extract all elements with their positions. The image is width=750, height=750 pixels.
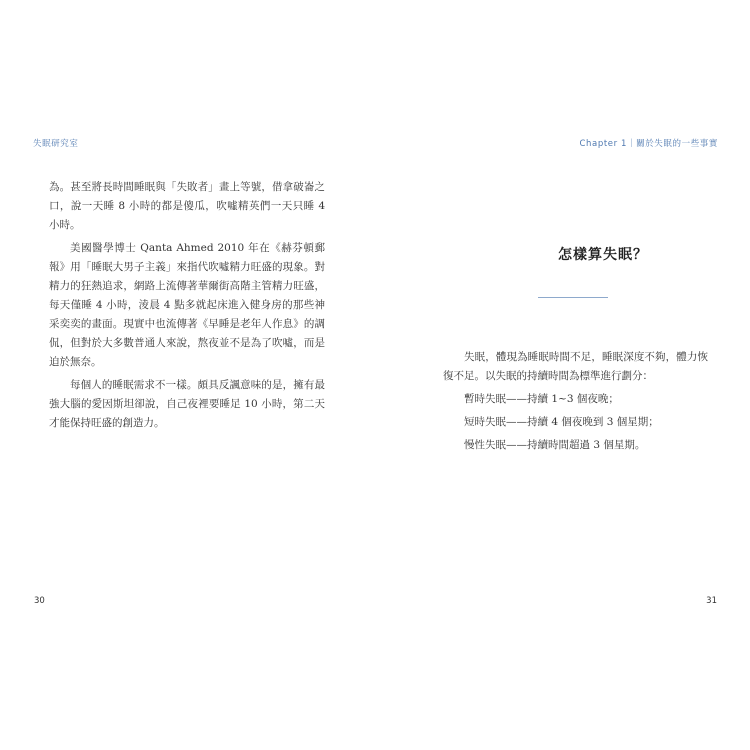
right-page-body xyxy=(443,348,708,459)
heading-underline xyxy=(538,297,608,298)
page-number-right: 31 xyxy=(706,596,717,606)
list-item-chronic: 慢性失眠——持續時間超過 3 個星期。 xyxy=(464,439,646,451)
paragraph-2: 美國醫學博士 Qanta Ahmed 2010 年在《赫芬頓郵報》用「睡眠大男子主義」來指代吹噓精力旺盛的現象。對精力的狂熱追求，網路上流傳著華爾街高階主管精力旺盛，每天僅睡 4 小時，淩晨 4 點多就起床進入健身房的那些神采奕奕的畫面。現實中也流傳著《早睡是老年人作息》的調侃，但對於大多數普通人來說，熬夜並不是為了吹噓，而是迫於無奈。 xyxy=(49,242,325,368)
left-page-body xyxy=(49,178,325,437)
running-head-right: Chapter 1｜關於失眠的一些事實 xyxy=(579,139,718,149)
section-heading: 怎樣算失眠？ xyxy=(558,247,648,263)
page-number-left: 30 xyxy=(34,596,45,606)
paragraph-3: 每個人的睡眠需求不一樣。頗具反諷意味的是，擁有最強大腦的愛因斯坦卻說，自己夜裡要睡足 10 小時，第二天才能保持旺盛的創造力。 xyxy=(49,379,325,429)
list-item-short-term: 短時失眠——持續 4 個夜晚到 3 個星期； xyxy=(464,416,659,428)
running-head-left: 失眠研究室 xyxy=(33,139,79,149)
paragraph-1: 為。甚至將長時間睡眠與「失敗者」畫上等號，借拿破崙之口，說一天睡 8 小時的都是傻瓜，吹噓精英們一天只睡 4 小時。 xyxy=(49,181,325,231)
intro-paragraph: 失眠，體現為睡眠時間不足，睡眠深度不夠，體力恢復不足。以失眠的持續時間為標準進行劃分： xyxy=(443,351,708,382)
right-page xyxy=(375,0,750,750)
list-item-transient: 暫時失眠——持續 1~3 個夜晚； xyxy=(464,393,619,405)
